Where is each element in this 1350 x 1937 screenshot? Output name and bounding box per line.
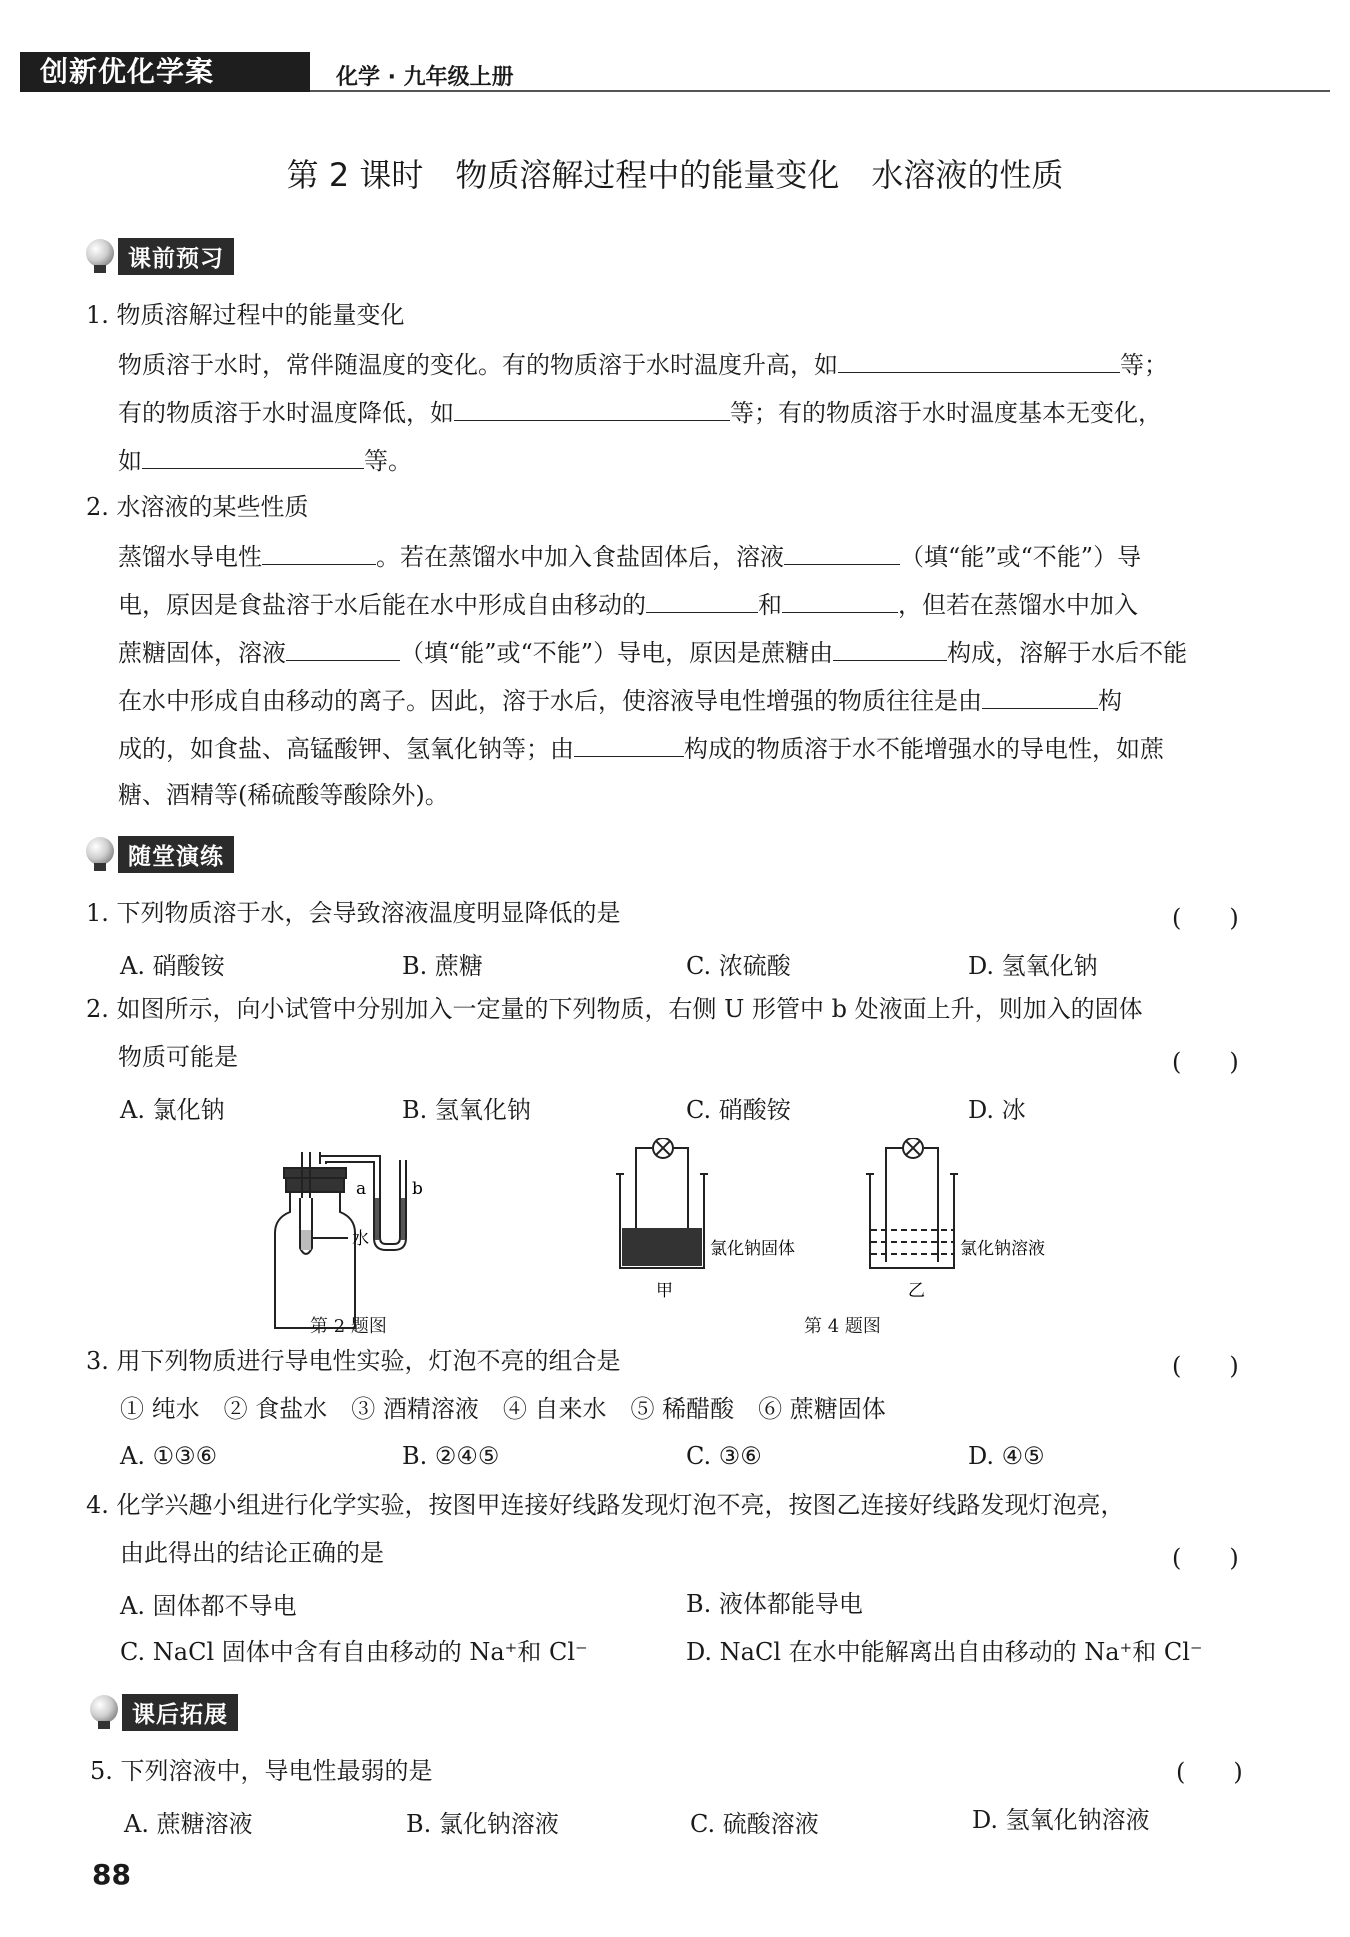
- answer-blank[interactable]: [646, 588, 758, 613]
- option-b[interactable]: B. 液体都能导电: [686, 1590, 863, 1618]
- q1-line3: [118, 444, 412, 476]
- fig4-jia-apparatus: [616, 1138, 708, 1268]
- text: 蔗糖固体，溶液: [118, 639, 286, 667]
- answer-paren[interactable]: ( ): [1172, 904, 1239, 932]
- text: 构成的物质溶于水不能增强水的导电性，如蔗: [684, 735, 1164, 763]
- option-a[interactable]: A. 固体都不导电: [120, 1592, 297, 1620]
- text: 有的物质溶于水时温度降低，如: [118, 399, 454, 427]
- text: 蒸馏水导电性: [118, 543, 262, 571]
- option-c[interactable]: C. 硫酸溶液: [690, 1810, 819, 1838]
- option-d[interactable]: D. ④⑤: [968, 1442, 1045, 1470]
- text: 和: [758, 591, 782, 619]
- bulb-icon: [86, 837, 114, 871]
- text: 在水中形成自由移动的离子。因此，溶于水后，使溶液导电性增强的物质往往是由: [118, 687, 982, 715]
- fig4-label-yi: 乙: [908, 1281, 925, 1301]
- answer-paren[interactable]: ( ): [1176, 1758, 1243, 1786]
- answer-paren[interactable]: ( ): [1172, 1048, 1239, 1076]
- answer-blank[interactable]: [982, 684, 1098, 709]
- option-b[interactable]: B. ②④⑤: [402, 1442, 500, 1470]
- header-rule: [310, 90, 1330, 92]
- fig4-yi-apparatus: [866, 1138, 958, 1268]
- bulb-icon: [90, 1695, 118, 1729]
- section-preview: [86, 238, 234, 274]
- practice-q4-stem: 4. 化学兴趣小组进行化学实验，按图甲连接好线路发现灯泡不亮，按图乙连接好线路发现灯泡亮，: [86, 1491, 1125, 1519]
- answer-blank[interactable]: [784, 540, 900, 565]
- option-a[interactable]: A. 硝酸铵: [120, 952, 225, 980]
- text: 等；: [1120, 351, 1168, 379]
- text: 电，原因是食盐溶于水后能在水中形成自由移动的: [118, 591, 646, 619]
- answer-blank[interactable]: [142, 444, 364, 469]
- fig2-label-a: a: [356, 1179, 367, 1199]
- option-a[interactable]: A. 氯化钠: [120, 1096, 225, 1124]
- bulb-icon: [86, 239, 114, 273]
- fig4-label-jia: 甲: [656, 1281, 673, 1301]
- answer-paren[interactable]: ( ): [1172, 1544, 1239, 1572]
- section-label: 课前预习: [118, 238, 234, 275]
- option-c[interactable]: C. 浓硫酸: [686, 952, 791, 980]
- option-b[interactable]: B. 氢氧化钠: [402, 1096, 531, 1124]
- q2-line3: [118, 636, 1187, 668]
- q2-title: 2. 水溶液的某些性质: [86, 493, 309, 521]
- text: 。若在蒸馏水中加入食盐固体后，溶液: [376, 543, 784, 571]
- q2-line4: [118, 684, 1122, 716]
- q2-line2: [118, 588, 1138, 620]
- q2-line5: [118, 732, 1164, 764]
- section-label: 课后拓展: [122, 1694, 238, 1731]
- option-d[interactable]: D. 氢氧化钠: [968, 952, 1098, 980]
- practice-q1-stem: 1. 下列物质溶于水，会导致溶液温度明显降低的是: [86, 899, 621, 927]
- option-c[interactable]: C. 硝酸铵: [686, 1096, 791, 1124]
- q2-line6: 糖、酒精等(稀硫酸等酸除外)。: [118, 781, 449, 809]
- practice-q4-stem-cont: 由此得出的结论正确的是: [120, 1539, 384, 1567]
- option-c[interactable]: C. ③⑥: [686, 1442, 762, 1470]
- text: （填“能”或“不能”）导: [900, 543, 1142, 571]
- text: 如: [118, 447, 142, 475]
- answer-paren[interactable]: ( ): [1172, 1352, 1239, 1380]
- fig4-caption: 第 4 题图: [804, 1316, 881, 1337]
- q2-line1: [118, 540, 1141, 572]
- option-a[interactable]: A. ①③⑥: [120, 1442, 218, 1470]
- figures: [260, 1138, 1080, 1338]
- subject-label: 化学 · 九年级上册: [336, 65, 514, 90]
- lesson-title: 第 2 课时 物质溶解过程中的能量变化 水溶液的性质: [286, 156, 1064, 194]
- text: 物质溶于水时，常伴随温度的变化。有的物质溶于水时温度升高，如: [118, 351, 838, 379]
- option-d[interactable]: D. NaCl 在水中能解离出自由移动的 Na⁺和 Cl⁻: [686, 1638, 1203, 1666]
- section-label: 随堂演练: [118, 836, 234, 873]
- text: （填“能”或“不能”）导电，原因是蔗糖由: [400, 639, 834, 667]
- page-number: 88: [92, 1858, 131, 1891]
- fig2-label-water: 水: [352, 1229, 369, 1249]
- q1-title: 1. 物质溶解过程中的能量变化: [86, 301, 405, 329]
- practice-q3-items: ① 纯水 ② 食盐水 ③ 酒精溶液 ④ 自来水 ⑤ 稀醋酸 ⑥ 蔗糖固体: [120, 1395, 886, 1423]
- text: 等。: [364, 447, 412, 475]
- option-c[interactable]: C. NaCl 固体中含有自由移动的 Na⁺和 Cl⁻: [120, 1638, 588, 1666]
- extension-q5-stem: 5. 下列溶液中，导电性最弱的是: [90, 1757, 433, 1785]
- fig4-label-solid: 氯化钠固体: [710, 1239, 795, 1259]
- option-a[interactable]: A. 蔗糖溶液: [124, 1810, 253, 1838]
- text: ，但若在蒸馏水中加入: [898, 591, 1138, 619]
- fig2-caption: 第 2 题图: [310, 1316, 387, 1337]
- practice-q3-stem: 3. 用下列物质进行导电性实验，灯泡不亮的组合是: [86, 1347, 621, 1375]
- section-extension: [90, 1694, 238, 1730]
- answer-blank[interactable]: [454, 396, 730, 421]
- text: 等；有的物质溶于水时温度基本无变化，: [730, 399, 1162, 427]
- text: 构: [1098, 687, 1122, 715]
- answer-blank[interactable]: [782, 588, 898, 613]
- answer-blank[interactable]: [838, 348, 1120, 373]
- section-practice: [86, 836, 234, 872]
- answer-blank[interactable]: [262, 540, 376, 565]
- practice-q2-stem: 2. 如图所示，向小试管中分别加入一定量的下列物质，右侧 U 形管中 b 处液面上升，则加入的固体: [86, 995, 1143, 1023]
- answer-blank[interactable]: [833, 636, 947, 661]
- text: 构成，溶解于水后不能: [947, 639, 1188, 667]
- option-d[interactable]: D. 氢氧化钠溶液: [972, 1806, 1150, 1834]
- option-b[interactable]: B. 氯化钠溶液: [406, 1810, 559, 1838]
- option-d[interactable]: D. 冰: [968, 1096, 1026, 1124]
- fig2-label-b: b: [412, 1179, 423, 1199]
- option-b[interactable]: B. 蔗糖: [402, 952, 483, 980]
- q1-line2: [118, 396, 1162, 428]
- brand-logo: 创新优化学案: [20, 52, 310, 92]
- fig4-label-solution: 氯化钠溶液: [960, 1239, 1045, 1259]
- answer-blank[interactable]: [286, 636, 400, 661]
- answer-blank[interactable]: [574, 732, 684, 757]
- q1-line1: [118, 348, 1168, 380]
- text: 成的，如食盐、高锰酸钾、氢氧化钠等；由: [118, 735, 574, 763]
- fig2-apparatus: [275, 1152, 406, 1328]
- practice-q2-stem-cont: 物质可能是: [118, 1043, 238, 1071]
